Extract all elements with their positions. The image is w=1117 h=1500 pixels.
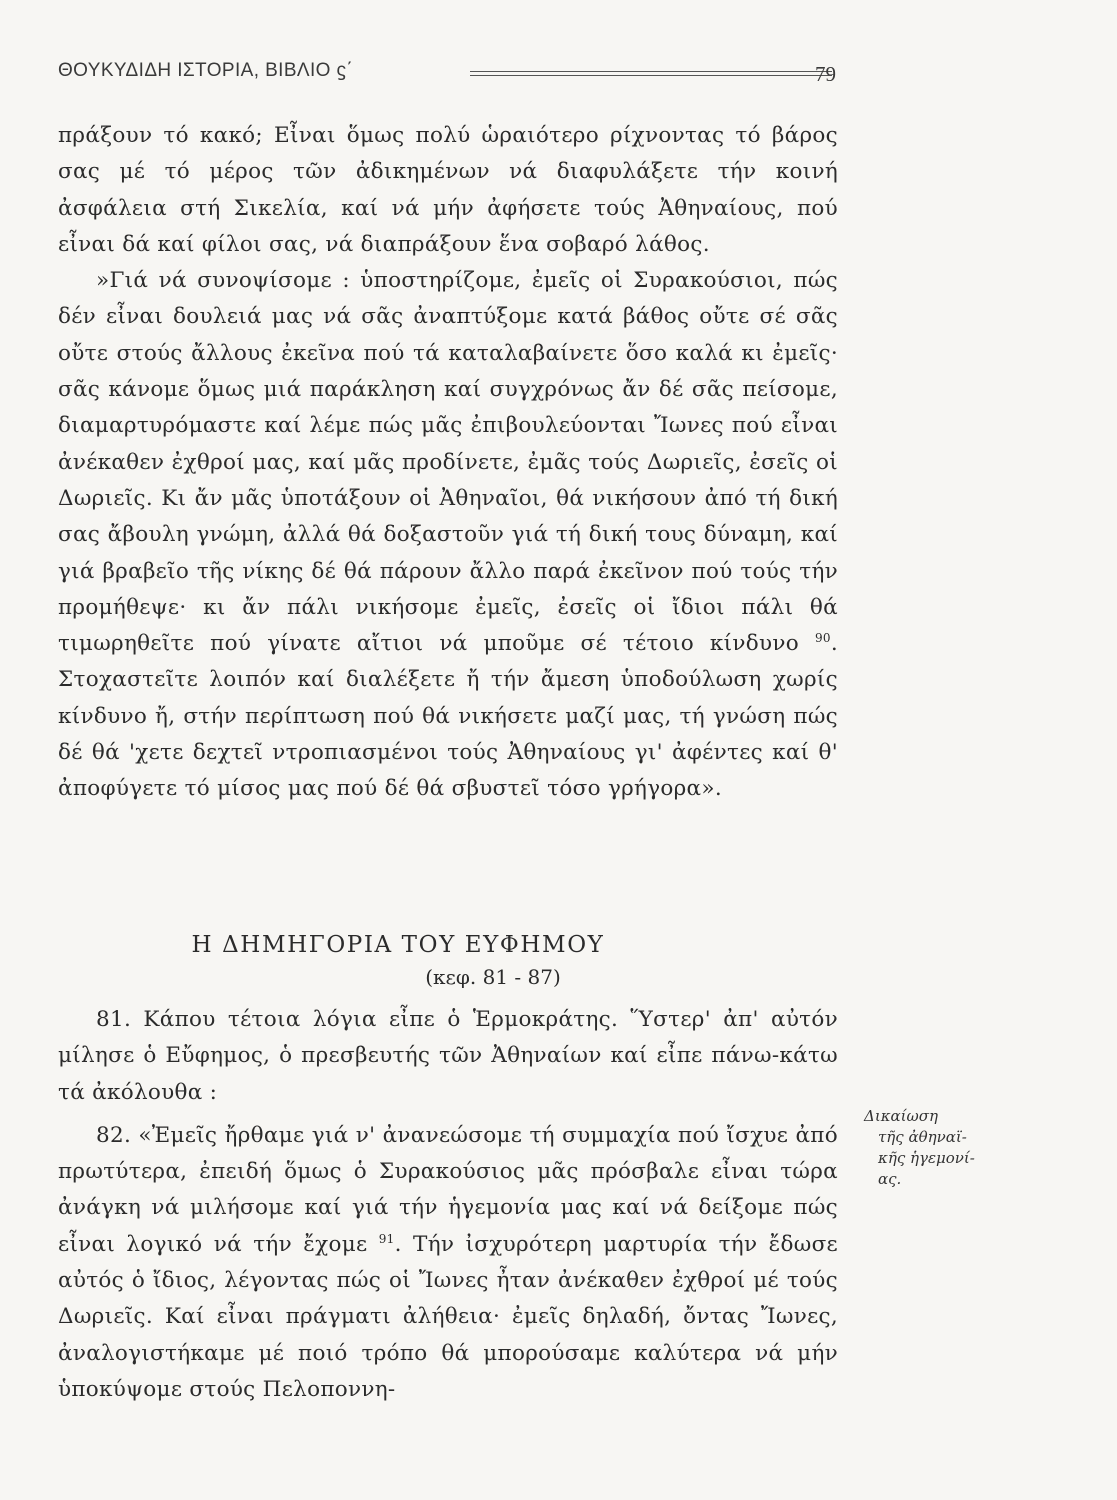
- page-number: 79: [815, 62, 836, 86]
- body-text-top: [58, 118, 838, 808]
- paragraph-82-text-after: . Τήν ἰσχυρότερη μαρτυρία τήν ἔδωσε αὐτός ὁ ἴδιος, λέγοντας πώς οἱ Ἴωνες ἦταν ἀνέκαθεν ἐχθροί μέ τούς Δωριεῖς. Καί εἶναι πράγματι ἀλήθεια· ἐμεῖς δηλαδή, ὄντας Ἴωνες, ἀναλογιστήκαμε μέ ποιό τρόπο θά μπορούσαμε καλύτερα νά μήν ὑποκύψομε στούς Πελοποννη-: [58, 1231, 838, 1402]
- paragraph-82: [58, 1118, 838, 1408]
- margin-note-line-2: τῆς ἀθηναϊ-: [878, 1128, 967, 1146]
- body-text-bottom: [58, 1002, 838, 1415]
- paragraph-2-text: »Γιά νά συνοψίσομε : ὑποστηρίζομε, ἐμεῖς οἱ Συρακούσιοι, πώς δέν εἶναι δουλειά μας νά σᾶς ἀναπτύξομε κατά βάθος οὔτε σέ σᾶς οὔτε στούς ἄλλους ἐκεῖνα πού τά καταλαβαίνετε ὅσο καλά κι ἐμεῖς· σᾶς κάνομε ὅμως μιά παράκληση καί συγχρόνως ἄν δέ σᾶς πείσομε, διαμαρτυρόμαστε καί λέμε πώς μᾶς ἐπιβουλεύονται Ἴωνες πού εἶναι ἀνέκαθεν ἐχθροί μας, καί μᾶς προδίνετε, ἐμᾶς τούς Δωριεῖς, ἐσεῖς οἱ Δωριεῖς. Κι ἄν μᾶς ὑποτάξουν οἱ Ἀθηναῖοι, θά νικήσουν ἀπό τή δική σας ἄβουλη γνώμη, ἀλλά θά δοξαστοῦν γιά τή δική τους δύναμη, καί γιά βραβεῖο τῆς νίκης δέ θά πάρουν ἄλλο παρά ἐκεῖνον πού τούς τήν προμήθεψε· κι ἄν πάλι νικήσομε ἐμεῖς, ἐσεῖς οἱ ἴδιοι πάλι θά τιμωρηθεῖτε πού γίνατε αἴτιοι νά μποῦμε σέ τέτοιο κίνδυνο: [58, 268, 838, 657]
- header-rule: [470, 71, 832, 76]
- footnote-ref-90[interactable]: 90: [814, 631, 831, 645]
- paragraph-2: [58, 263, 838, 807]
- paragraph-2-text-after: . Στοχαστεῖτε λοιπόν καί διαλέξετε ἤ τήν ἄμεση ὑποδούλωση χωρίς κίνδυνο ἤ, στήν περίπτωση πού θά νικήσετε μαζί μας, τή γνώση πώς δέ θά 'χετε δεχτεῖ ντροπιασμένοι τούς Ἀθηναίους γι' ἀφέντες καί θ' ἀποφύγετε τό μίσος μας πού δέ θά σβυστεῖ τόσο γρήγορα».: [58, 631, 838, 802]
- paragraph-81: 81. Κάπου τέτοια λόγια εἶπε ὁ Ἑρμοκράτης. Ὕστερ' ἀπ' αὐτόν μίλησε ὁ Εὔφημος, ὁ πρεσβευτής τῶν Ἀθηναίων καί εἶπε πάνω-κάτω τά ἀκόλουθα :: [58, 1007, 838, 1105]
- section-heading: [58, 928, 738, 992]
- paragraph-1: πράξουν τό κακό; Εἶναι ὅμως πολύ ὡραιότερο ρίχνοντας τό βάρος σας μέ τό μέρος τῶν ἀδικημένων νά διαφυλάξετε τήν κοινή ἀσφάλεια στή Σικελία, καί νά μήν ἀφήσετε τούς Ἀθηναίους, πού εἶναι δά καί φίλοι σας, νά διαπράξουν ἕνα σοβαρό λάθος.: [58, 123, 838, 257]
- footnote-ref-91[interactable]: 91: [378, 1231, 395, 1246]
- margin-note-line-3: κῆς ἡγεμονί-: [878, 1149, 975, 1167]
- margin-note-line-1: Δικαίωση: [864, 1107, 939, 1125]
- paragraph-82-text: 82. «Ἐμεῖς ἤρθαμε γιά ν' ἀνανεώσομε τή συμμαχία πού ἴσχυε ἀπό πρωτύτερα, ἐπειδή ὅμως ὁ Συρακούσιος μᾶς πρόσβαλε εἶναι τώρα ἀνάγκη νά μιλήσομε καί γιά τήν ἡγεμονία μας καί νά δείξομε πώς εἶναι λογικό νά τήν ἔχομε: [58, 1122, 838, 1257]
- section-chapters: (κεφ. 81 - 87): [425, 965, 561, 989]
- margin-note: [864, 1106, 984, 1190]
- page-header: [58, 60, 848, 90]
- margin-note-line-4: ας.: [878, 1170, 902, 1188]
- running-head: ΘΟΥΚΥΔΙΔΗ ΙΣΤΟΡΙΑ, ΒΙΒΛΙΟ ϛ΄: [58, 60, 354, 81]
- section-title: Η ΔΗΜΗΓΟΡΙΑ ΤΟΥ ΕΥΦΗΜΟΥ: [191, 932, 605, 958]
